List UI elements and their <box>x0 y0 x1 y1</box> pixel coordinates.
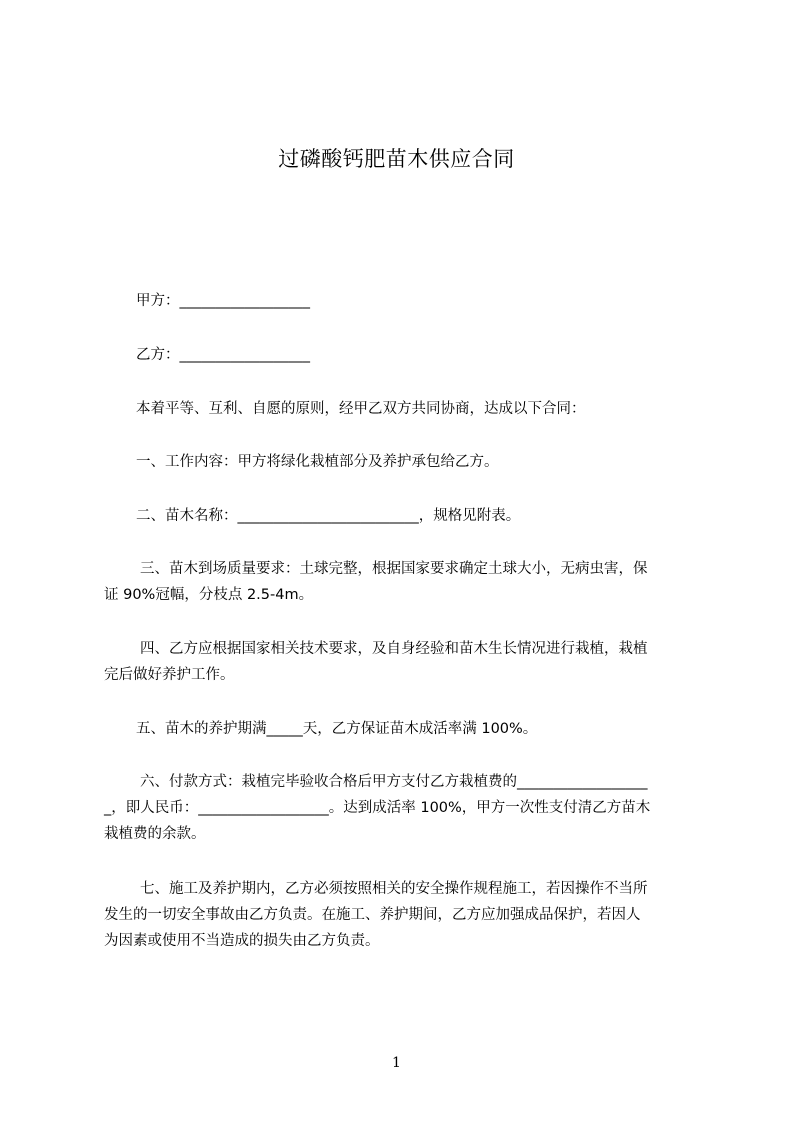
clause-2: 二、苗木名称：_________________________，规格见附表。 <box>136 508 521 524</box>
clause-6-line-1: 六、付款方式：栽植完毕验收合格后甲方支付乙方栽植费的__________________ <box>140 774 648 790</box>
clause-4-line-2: 完后做好养护工作。 <box>104 667 235 683</box>
clause-7-line-3: 为因素或使用不当造成的损失由乙方负责。 <box>104 933 380 949</box>
clause-4-line-1: 四、乙方应根据国家相关技术要求，及自身经验和苗木生长情况进行栽植，栽植 <box>140 641 648 657</box>
intro-paragraph: 本着平等、互利、自愿的原则，经甲乙双方共同协商，达成以下合同： <box>136 401 586 417</box>
clause-6-line-3: 栽植费的余款。 <box>104 826 206 842</box>
clause-7-line-2: 发生的一切安全事故由乙方负责。在施工、养护期间，乙方应加强成品保护，若因人 <box>104 907 641 923</box>
clause-6-line-2: _，即人民币：__________________。达到成活率 100%，甲方一次性支付清乙方苗木 <box>104 800 651 816</box>
document-title: 过磷酸钙肥苗木供应合同 <box>278 147 515 171</box>
party-a-line: 甲方：__________________ <box>136 293 310 309</box>
clause-7-line-1: 七、施工及养护期内，乙方必须按照相关的安全操作规程施工，若因操作不当所 <box>140 881 648 897</box>
party-b-line: 乙方：__________________ <box>136 347 310 363</box>
clause-1: 一、工作内容：甲方将绿化栽植部分及养护承包给乙方。 <box>136 454 499 470</box>
page-number: 1 <box>392 1055 401 1071</box>
clause-3-line-2: 证 90%冠幅，分枝点 2.5-4m。 <box>104 587 314 603</box>
clause-3-line-1: 三、苗木到场质量要求：土球完整，根据国家要求确定土球大小，无病虫害，保 <box>140 561 648 577</box>
clause-5: 五、苗木的养护期满_____天，乙方保证苗木成活率满 100%。 <box>136 721 538 737</box>
